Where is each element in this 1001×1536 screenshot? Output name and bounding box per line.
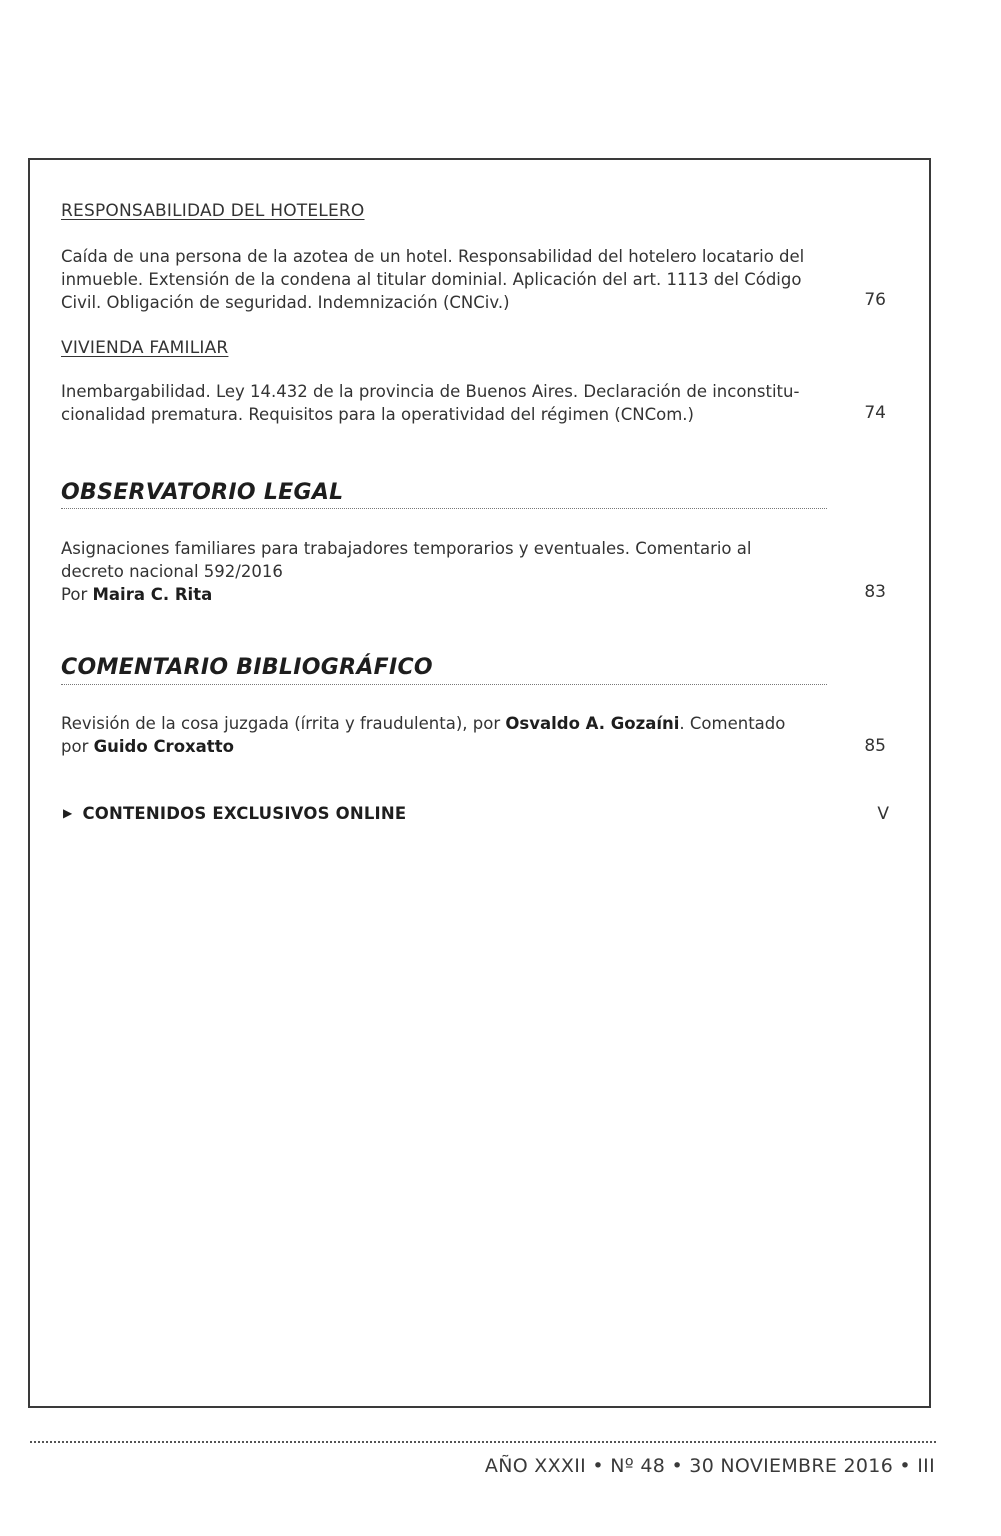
subsection-heading-responsabilidad: RESPONSABILIDAD DEL HOTELERO (61, 201, 365, 221)
online-content-link[interactable] (63, 804, 406, 823)
section-divider (61, 684, 827, 685)
page-number-online: V (877, 804, 889, 824)
entry-title: Revisión de la cosa juzgada (írrita y fraudulenta), por (61, 714, 506, 733)
page-number-bibliografico: 85 (864, 736, 886, 756)
footer-issue-info: AÑO XXXII • Nº 48 • 30 NOVIEMBRE 2016 • III (484, 1455, 935, 1477)
toc-entry-observatorio[interactable] (61, 537, 811, 606)
online-label: CONTENIDOS EXCLUSIVOS ONLINE (82, 804, 407, 823)
page-number-observatorio: 83 (864, 582, 886, 602)
author-prefix: Por (61, 585, 93, 604)
footer-divider (30, 1441, 936, 1443)
commentator-name: Guido Croxatto (93, 737, 234, 756)
page-number-vivienda: 74 (864, 403, 886, 423)
book-author: Osvaldo A. Gozaíni (505, 714, 680, 733)
entry-title: Asignaciones familiares para trabajadores temporarios y eventuales. Comentario al decreto nacional 592/2016 (61, 539, 752, 581)
subsection-heading-vivienda: VIVIENDA FAMILIAR (61, 338, 229, 358)
section-heading-observatorio: OBSERVATORIO LEGAL (61, 480, 344, 505)
play-triangle-icon: ▶ (63, 806, 73, 820)
toc-entry-bibliografico[interactable] (61, 712, 811, 758)
section-divider (61, 508, 827, 509)
toc-entry-vivienda[interactable]: Inembargabilidad. Ley 14.432 de la provincia de Buenos Aires. Declaración de inconstitu-cionalidad prematura. Requisitos para la operatividad del régimen (CNCom.) (61, 382, 800, 424)
page-number-responsabilidad: 76 (864, 290, 886, 310)
section-heading-bibliografico: COMENTARIO BIBLIOGRÁFICO (61, 655, 433, 680)
author-name: Maira C. Rita (92, 585, 213, 604)
toc-entry-responsabilidad[interactable]: Caída de una persona de la azotea de un hotel. Responsabilidad del hotelero locatario del inmueble. Extensión de la condena al titular dominial. Aplicación del art. 1113 del Código Civil. Obligación de seguridad. Indemnización (CNCiv.) (61, 247, 805, 312)
entry-connector: . Comentado por (61, 714, 786, 756)
